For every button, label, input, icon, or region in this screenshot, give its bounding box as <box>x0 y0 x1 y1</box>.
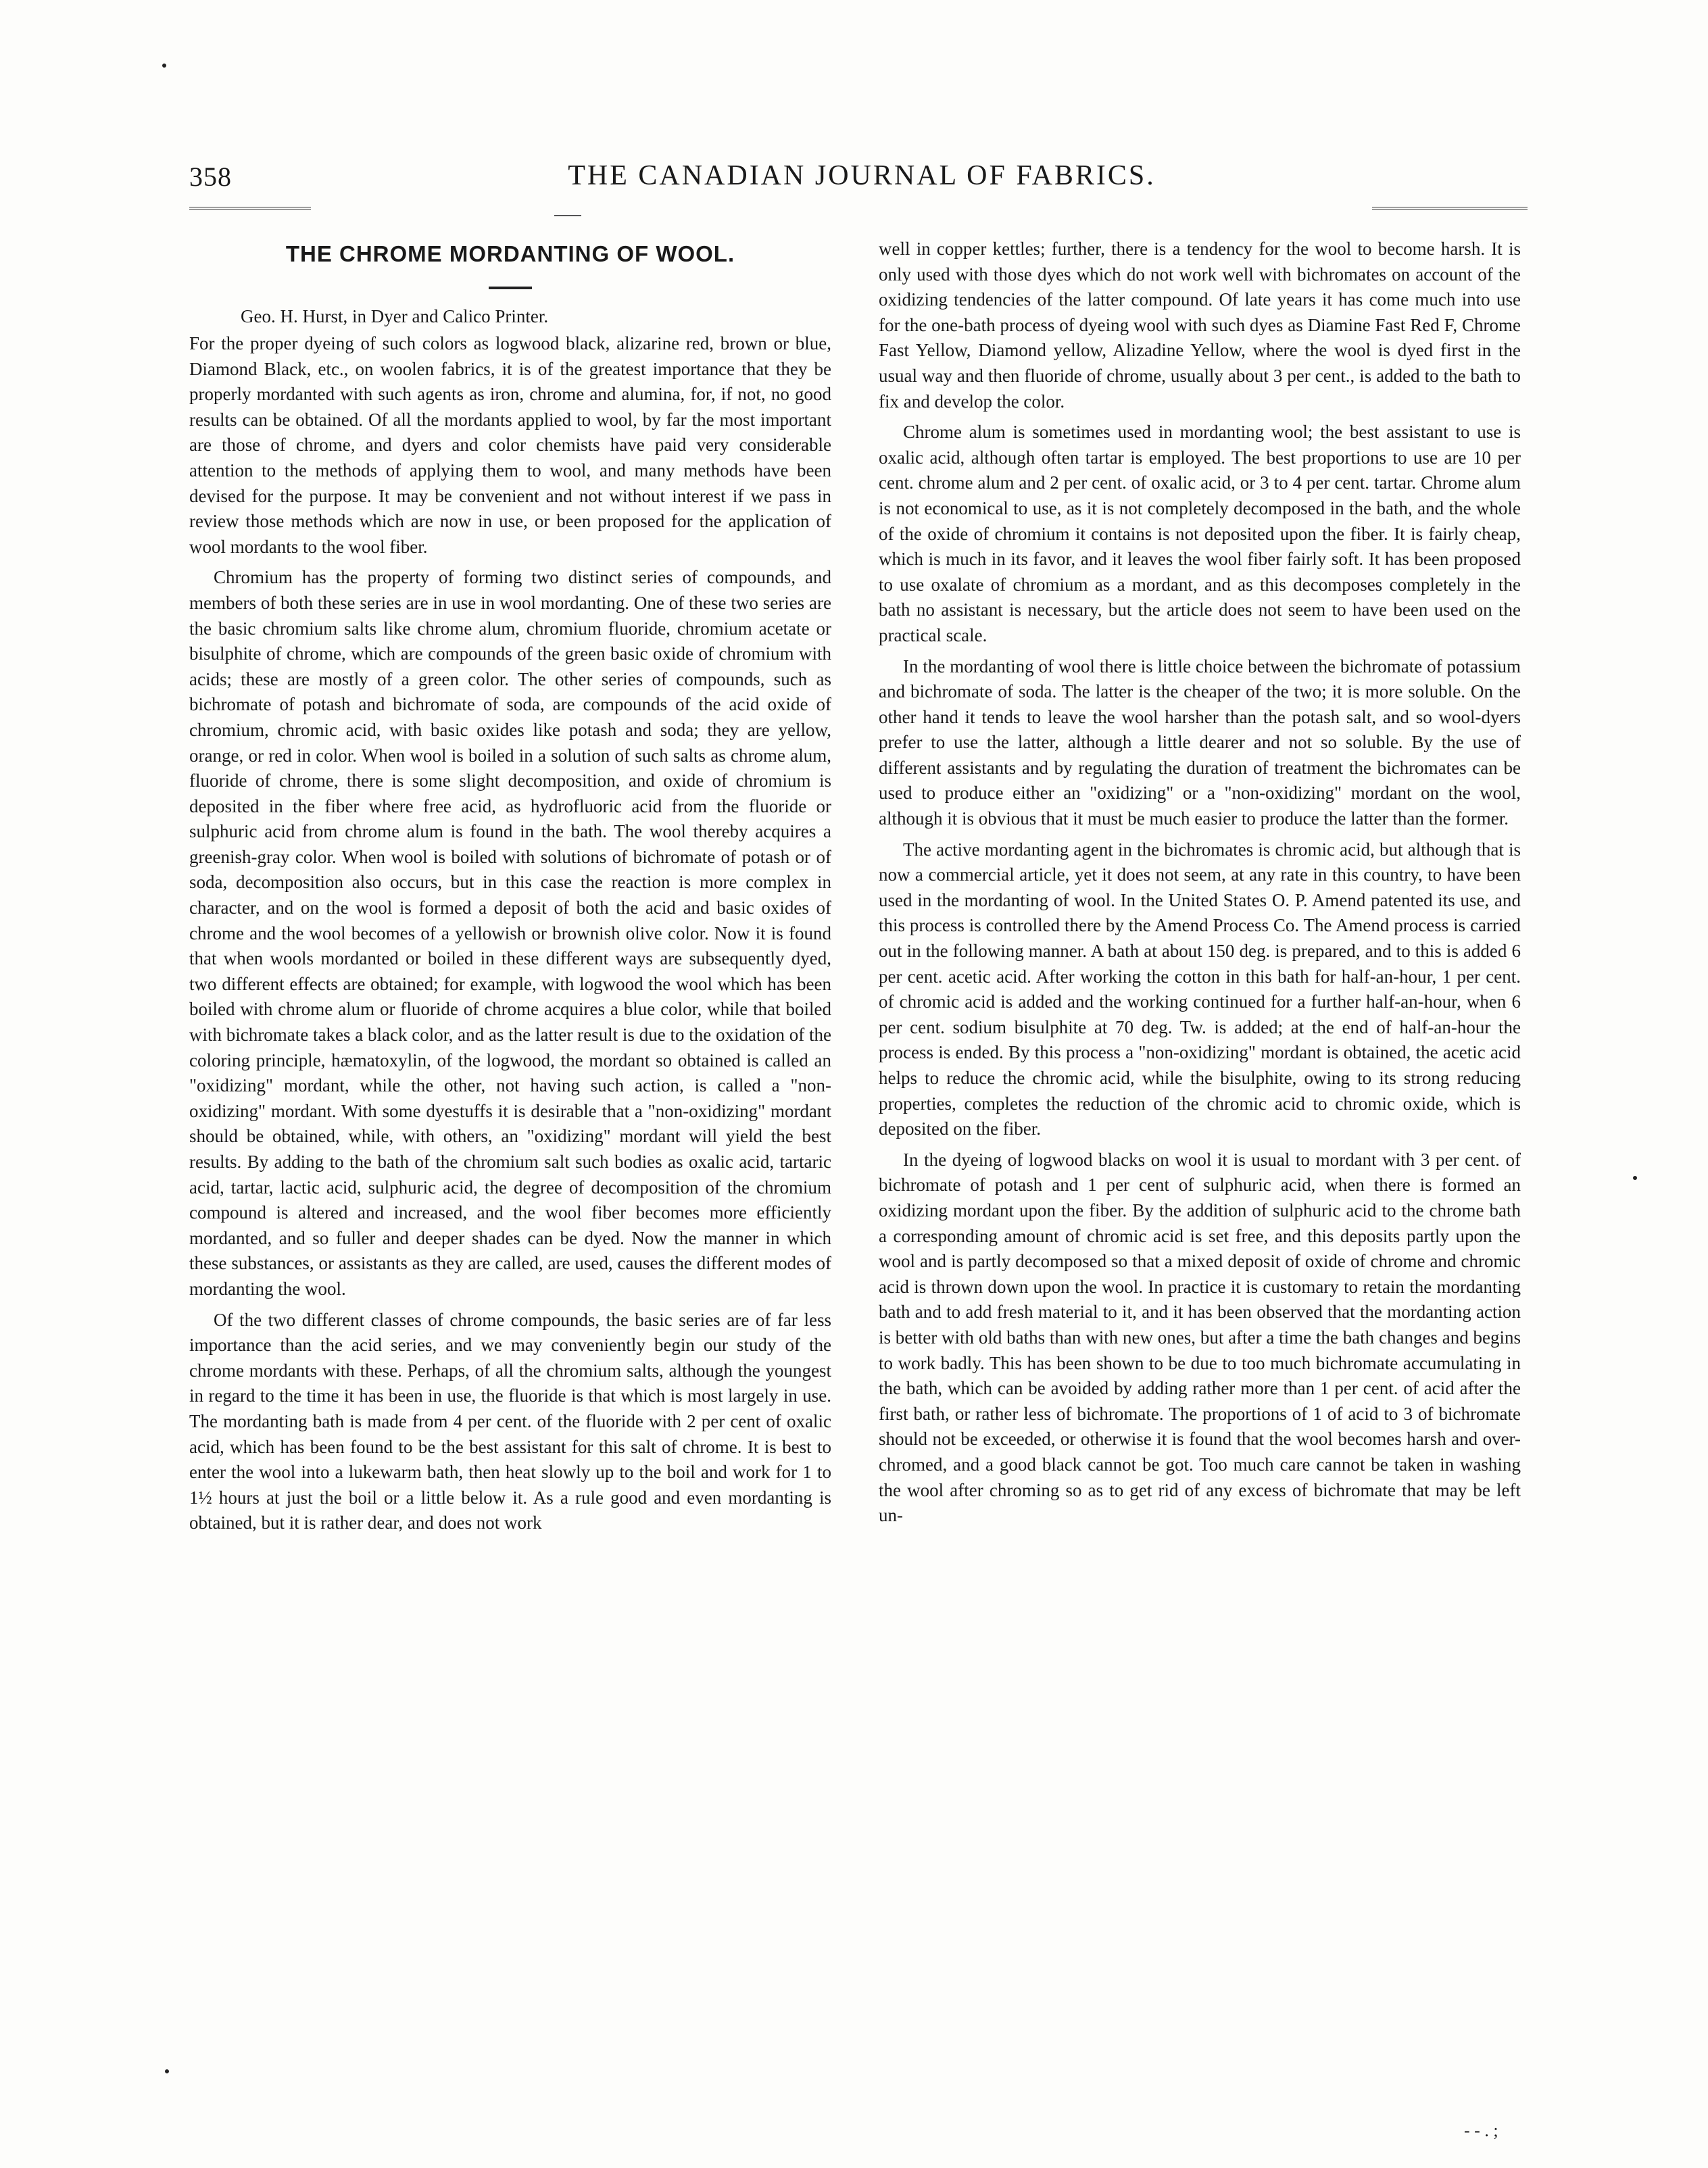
print-marks: - - . ; <box>1464 2121 1498 2140</box>
header-rule-mid <box>554 215 581 216</box>
paragraph: The active mordanting agent in the bichromates is chromic acid, but although that is now a commercial article, yet it does not seem, at any rate in this country, to have been used in the mordanting of wool. In the United States O. P. Amend patented its use, and this process is controlled there by the Amend Process Co. The Amend process is carried out in the following manner. A bath at about 150 deg. is prepared, and to this is added 6 per cent. acetic acid. After working the cotton in this bath for half-an-hour, 1 per cent. of chromic acid is added and the working continued for a further half-an-hour, when 6 per cent. sodium bisulphite at 70 deg. Tw. is added; at the end of half-an-hour the process is ended. By this process a "non-oxidizing" mordant is obtained, the acetic acid helps to reduce the chromic acid, while the bisulphite, owing to its strong reducing properties, completes the reduction of the chromic acid to chromic oxide, which is deposited on the fiber. <box>879 839 1521 1139</box>
column-right <box>879 237 1521 1534</box>
page-header <box>189 157 1534 204</box>
paragraph: In the dyeing of logwood blacks on wool it is usual to mordant with 3 per cent. of bichromate of potash and 1 per cent of sulphuric acid, when there is formed an oxidizing mordant upon the fiber. By the addition of sulphuric acid to the chrome bath a corresponding amount of chromic acid is set free, and this deposits partly upon the wool and is partly decomposed so that a mixed deposit of oxide of chrome and chromic acid is thrown down upon the wool. In practice it is customary to retain the mordanting bath and to add fresh material to it, and it has been observed that the mordanting action is better with old baths than with new ones, but after a time the bath changes and begins to work badly. This has been shown to be due to too much bichromate accumulating in the bath, which can be avoided by adding rather more than 1 per cent. of acid after the first bath, or rather less of bichromate. The proportions of 1 of acid to 3 of bichromate should not be exceeded, or otherwise it is found that the wool becomes harsh and over-chromed, and a good black cannot be got. Too much care cannot be taken in washing the wool after chroming so as to get rid of any excess of bichromate that may be left un- <box>879 1149 1521 1526</box>
header-rule-left <box>189 207 311 210</box>
print-speck <box>1633 1176 1637 1180</box>
byline: Geo. H. Hurst, in Dyer and Calico Printer. <box>241 306 549 326</box>
article-title: THE CHROME MORDANTING OF WOOL. <box>285 241 735 266</box>
paragraph: For the proper dyeing of such colors as logwood black, alizarine red, brown or blue, Diamond Black, etc., on woolen fabrics, it is of the greatest importance that they be properly mordanted with such agents as iron, chrome and alumina, for, if not, no good results can be obtained. Of all the mordants applied to wool, by far the most important are those of chrome, and dyers and color chemists have paid very considerable attention to the methods of applying them to wool, and many methods have been devised for the purpose. It may be convenient and not without interest if we pass in review those methods which are now in use, or been proposed for the application of wool mordants to the wool fiber. <box>189 333 831 557</box>
paragraph: Chrome alum is sometimes used in mordanting wool; the best assistant to use is oxalic acid, although often tartar is employed. The best proportions to use are 10 per cent. chrome alum and 2 per cent. of oxalic acid, or 3 to 4 per cent. tartar. Chrome alum is not economical to use, as it is not completely decomposed in the bath, and the whole of the oxide of chromium it contains is not deposited upon the fiber. It is fairly cheap, which is much in its favor, and it leaves the wool fiber fairly soft. It has been proposed to use oxalate of chromium as a mordant, and as this decomposes completely in the bath no assistant is necessary, but the article does not seem to have been used on the practical scale. <box>879 422 1521 645</box>
column-left <box>189 237 831 1542</box>
page-number: 358 <box>189 162 232 192</box>
paragraph: well in copper kettles; further, there is a tendency for the wool to become harsh. It is only used with those dyes which do not work well with bichromates on account of the oxidizing tendencies of the latter compound. Of late years it has come much into use for the one-bath process of dyeing wool with such dyes as Diamine Fast Red F, Chrome Fast Yellow, Diamond yellow, Alizadine Yellow, where the wool is dyed first in the usual way and then fluoride of chrome, usually about 3 per cent., is added to the bath to fix and develop the color. <box>879 239 1521 412</box>
running-head: THE CANADIAN JOURNAL OF FABRICS. <box>568 160 1156 191</box>
title-rule <box>489 287 532 289</box>
print-speck <box>165 2069 169 2073</box>
print-speck <box>162 64 166 68</box>
paragraph: Of the two different classes of chrome compounds, the basic series are of far less importance than the acid series, and we may conveniently begin our study of the chrome mordants with these. Perhaps, of all the chromium salts, although the youngest in regard to the time it has been in use, the fluoride is that which is most largely in use. The mordanting bath is made from 4 per cent. of the fluoride with 2 per cent of oxalic acid, which has been found to be the best assistant for this salt of chrome. It is best to enter the wool into a lukewarm bath, then heat slowly up to the boil and work for 1 to 1½ hours at just the boil or a little below it. As a rule good and even mordanting is obtained, but it is rather dear, and does not work <box>189 1309 831 1533</box>
header-rule-right <box>1372 207 1528 210</box>
paragraph: In the mordanting of wool there is little choice between the bichromate of potassium and bichromate of soda. The latter is the cheaper of the two; it is more soluble. On the other hand it tends to leave the wool harsher than the potash salt, and so wool-dyers prefer to use the latter, although a little dearer and not so soluble. By the use of different assistants and by regulating the duration of treatment the bichromates can be used to produce either an "oxidizing" or a "non-oxidizing" mordant on the wool, although it is obvious that it must be much easier to produce the latter than the former. <box>879 656 1521 829</box>
paragraph: Chromium has the property of forming two distinct series of compounds, and members of both these series are in use in wool mordanting. One of these two series are the basic chromium salts like chrome alum, chromium fluoride, chromium acetate or bisulphite of chrome, which are compounds of the green basic oxide of chromium with acids; these are mostly of a green color. The other series of compounds, such as bichromate of potash and bichromate of soda, are compounds of the acid oxide of chromium, chromic acid, with basic oxides like potash and soda; they are yellow, orange, or red in color. When wool is boiled in a solution of such salts as chrome alum, fluoride of chrome, there is some slight decomposition, and oxide of chromium is deposited in the fiber where free acid, as hydrofluoric acid from the fluoride or sulphuric acid from chrome alum is found in the bath. The wool thereby acquires a greenish-gray color. When wool is boiled with solutions of bichromate of potash or of soda, decomposition also occurs, but in this case the reaction is more complex in character, and on the wool is formed a deposit of both the acid and basic oxides of chrome and the wool becomes of a yellowish or brownish olive color. Now it is found that when wools mordanted or boiled in these different ways are subsequently dyed, two different effects are obtained; for example, with logwood the wool which has been boiled with chrome alum or fluoride of chrome acquires a blue color, while that boiled with bichromate takes a black color, and as the latter result is due to the oxidation of the coloring principle, hæmatoxylin, of the logwood, the mordant so obtained is called an "oxidizing" mordant, while the other, not having such action, is called a "non-oxidizing" mordant. With some dyestuffs it is desirable that a "non-oxidizing" mordant should be obtained, while, with others, an "oxidizing" mordant will yield the best results. By adding to the bath of the chromium salt such bodies as oxalic acid, tartaric acid, tartar, lactic acid, sulphuric acid, the degree of decomposition of the chromium compound is altered and increased, and the wool fiber becomes more efficiently mordanted, and so fuller and deeper shades can be dyed. Now the manner in which these substances, or assistants as they are called, are used, causes the different modes of mordanting the wool. <box>189 567 831 1299</box>
